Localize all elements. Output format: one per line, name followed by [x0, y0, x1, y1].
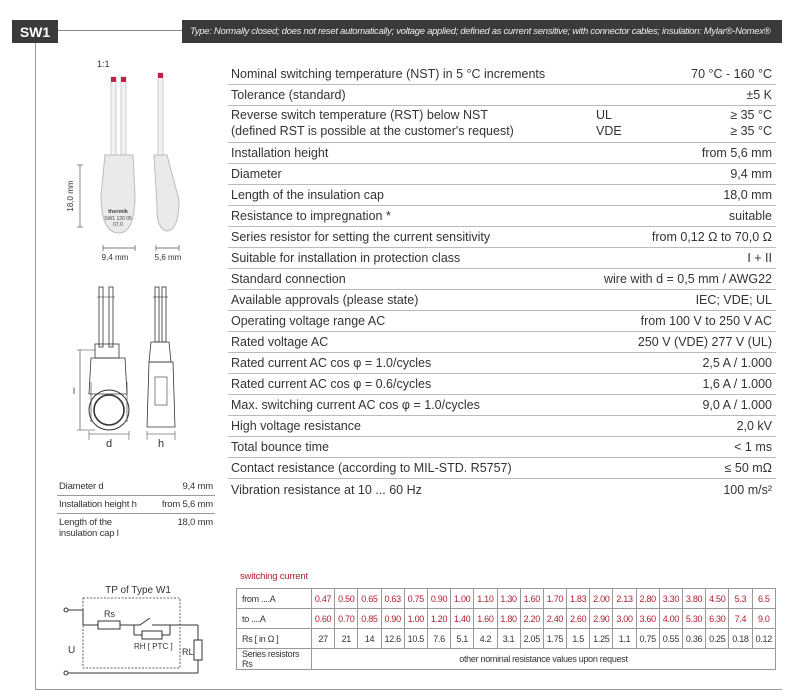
from-row: from ....A 0.47 0.50 0.65 0.63 0.75 0.90 1.00 1.10 1.30 1.60 1.70 1.83 2.00 2.13 2.80 3.30 3.80 4.50 5.3 6.5 [237, 589, 776, 609]
rl-label: RL [182, 647, 194, 657]
spec-row: Standard connection wire with d = 0,5 mm / AWG22 [228, 269, 776, 290]
height-dimension-label: 18,0 mm [66, 180, 75, 212]
brand-label: thermik [108, 209, 128, 215]
resistance-row: Rs [ in Ω ] 27 21 14 12.6 10.5 7.6 5.1 4.2 3.1 2.05 1.75 1.5 1.25 1.1 0.75 0.55 0.36 0.25 0.18 0.12 [237, 629, 776, 649]
part-number-label: SW1 120 05 [104, 216, 132, 222]
height-symbol: h [157, 438, 165, 450]
specifications-table [228, 64, 776, 500]
spec-row: Vibration resistance at 10 ... 60 Hz 100 m/s² [231, 482, 772, 497]
spec-row: Series resistor for setting the current sensitivity from 0,12 Ω to 70,0 Ω [228, 227, 776, 248]
spec-row: Suitable for installation in protection class I + II [228, 248, 776, 269]
to-row: to ....A 0.60 0.70 0.85 0.90 1.00 1.20 1.40 1.60 1.80 2.20 2.40 2.60 2.90 3.00 3.60 4.00 5.30 6.30 7.4 9.0 [237, 609, 776, 629]
dimension-row: Installation height h from 5,6 mm [57, 496, 215, 514]
header-divider [58, 30, 182, 31]
spec-row-reverse-switch: Reverse switch temperature (RST) below NST (defined RST is possible at the customer's request) UL VDE ≥ 35 °C ≥ 35 °C [228, 106, 776, 143]
model-badge: SW1 [12, 20, 58, 43]
technical-drawing [55, 282, 195, 452]
scale-label: 1:1 [97, 59, 110, 69]
sensor-photo-drawing [55, 55, 195, 265]
spec-row: Length of the insulation cap 18,0 mm [228, 185, 776, 206]
type-description-bar: Type: Normally closed; does not reset automatically; voltage applied; defined as current sensitive; with connector cables; insulation: Mylar®-Nomex® [182, 20, 782, 43]
switching-current-table [236, 588, 776, 670]
spec-row: Rated current AC cos φ = 0.6/cycles 1,6 A / 1.000 [228, 374, 776, 395]
spec-row: High voltage resistance 2,0 kV [228, 416, 776, 437]
spec-row: Rated voltage AC 250 V (VDE) 277 V (UL) [228, 332, 776, 353]
spec-row: Tolerance (standard) ±5 K [228, 85, 776, 106]
diameter-symbol: d [105, 438, 113, 450]
switching-current-title: switching current [240, 571, 308, 582]
circuit-title: TP of Type W1 [105, 585, 171, 596]
spec-row: Rated current AC cos φ = 1.0/cycles 2,5 A / 1.000 [228, 353, 776, 374]
dimensions-table [57, 478, 215, 543]
spec-row: Resistance to impregnation * suitable [228, 206, 776, 227]
spec-row: Available approvals (please state) IEC; VDE; UL [228, 290, 776, 311]
dimension-row: Diameter d 9,4 mm [57, 478, 215, 496]
rh-label: RH [ PTC ] [134, 642, 173, 651]
spec-row: Nominal switching temperature (NST) in 5 °C increments 70 °C - 160 °C [228, 64, 776, 85]
rs-label: Rs [104, 609, 115, 619]
part-date-label: 07.0 [113, 222, 123, 228]
spec-row: Diameter 9,4 mm [228, 164, 776, 185]
spec-row: Contact resistance (according to MIL-STD. R5757) ≤ 50 mΩ [228, 458, 776, 479]
voltage-label: U [68, 645, 76, 656]
width-dimension-label: 9,4 mm [101, 253, 129, 262]
circuit-diagram [58, 585, 218, 690]
series-resistors-row: Series resistors Rs other nominal resistance values upon request [237, 649, 776, 670]
spec-row: Total bounce time < 1 ms [228, 437, 776, 458]
spec-row: Max. switching current AC cos φ = 1.0/cycles 9,0 A / 1.000 [228, 395, 776, 416]
spec-row: Operating voltage range AC from 100 V to 250 V AC [228, 311, 776, 332]
length-symbol: l [73, 386, 75, 396]
depth-dimension-label: 5,6 mm [154, 253, 182, 262]
dimension-row: Length of the insulation cap l 18,0 mm [59, 517, 213, 539]
spec-row: Installation height from 5,6 mm [228, 143, 776, 164]
